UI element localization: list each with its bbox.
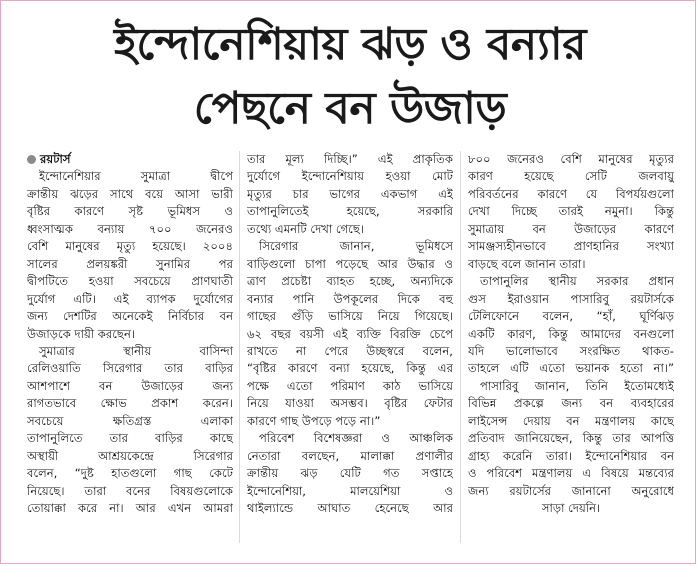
article-line: সামঞ্জস্যহীনভাবে প্রাণহানির সংখ্যা — [468, 239, 674, 254]
article-line: তার মূল্য দিচ্ছি।” এই প্রাকৃতিক — [247, 152, 453, 166]
article-line: গুস ইরাওয়ান পাসারিবু রয়টার্সকে — [468, 291, 674, 306]
article-line: নিয়ে যাওয়া অসম্ভব। বৃষ্টির ফেটার — [247, 396, 453, 411]
article-line: যদি ভালোভাবে সংরক্ষিত থাকত- — [468, 343, 674, 358]
article-line: গ্রাহ্য করেনি তারা। ইন্দোনেশিয়ার বন — [468, 448, 674, 463]
article-line: দ্বীপটিতে হওয়া সবচেয়ে প্রাণঘাতী — [27, 274, 233, 289]
article-line: বেশি মানুষের মৃত্যু হয়েছে। ২০০৪ — [27, 239, 233, 254]
article-line: সালের প্রলয়ঙ্করী সুনামির পর — [27, 256, 233, 271]
article-column-2 — [247, 151, 453, 518]
article-line: ও পরিবেশ মন্ত্রণালয় এ বিষয়ে মন্তব্যের — [468, 466, 674, 481]
article-line: তাপানুলিতেই হয়েছে, সরকারি — [247, 204, 453, 219]
article-line: ক্রান্তীয় ঝড় যেটি গত সপ্তাহে — [247, 466, 453, 481]
article-line: ৬২ বছর বয়সী এই ব্যক্তি বিরক্তি চেপে — [247, 326, 453, 341]
article-line: একটি কারণ, কিন্তু আমাদের বনগুলো — [468, 326, 674, 341]
headline-line-1: ইন্দোনেশিয়ায় ঝড় ও বন্যার — [114, 19, 586, 70]
article-line: বাড়ছে বলে জানান তারা। — [468, 256, 586, 271]
article-line: জন্য দেশটির অনেকেই নির্বিচার বন — [27, 309, 233, 324]
headline-line-2: পেছনে বন উজাড় — [193, 83, 507, 134]
column-divider — [460, 151, 461, 543]
article-line: জন্য রয়টার্সের জানানো অনুরোধে — [468, 483, 674, 498]
article-line: দুর্যোগে ইন্দোনেশিয়ায় হওয়া মোট — [247, 169, 453, 184]
article-line: রাখতে না পেরে উচ্ছস্বরে বলেন, — [247, 343, 453, 358]
article-line: দেখা দিচ্ছে তারই নমুনা। কিন্তু — [468, 204, 674, 219]
article-line: রাগতভাবে ক্ষোভ প্রকাশ করেন। — [27, 396, 233, 411]
article-line: পরিবর্তনের কারণে যে বিপর্যয়গুলো — [468, 186, 674, 201]
article-line: টেলিফোনে বলেন, “হাঁ, ঘূর্ণিঝড় — [468, 309, 674, 324]
article-line: সুমাত্রার স্থানীয় বাসিন্দা — [39, 343, 233, 358]
article-line: ধ্বংসাত্মক বন্যায় ৭০০ জনেরও — [27, 221, 233, 236]
article-line: ক্রান্তীয় ঝড়ের সাথে বয়ে আসা ভারী — [27, 186, 233, 201]
article-column-3 — [468, 151, 674, 518]
article-line: তথ্যে এমনটি দেখা গেছে। — [247, 221, 364, 236]
article-line: রেলিওয়াতি সিরেগার তার বাড়ির — [27, 361, 233, 376]
column-divider — [239, 151, 240, 543]
byline — [27, 151, 233, 168]
article-line: তাপানুলিতে তার বাড়ির কাছে — [27, 431, 233, 446]
article-line: কারণ হয়েছে সেটি জলবায়ু — [468, 169, 674, 184]
article-line: “বৃষ্টির কারণে বন্যা হয়েছে, কিন্তু এর — [247, 361, 453, 376]
article-line: বাড়িগুলো চাপা পড়েছে আর উদ্ধার ও — [247, 256, 453, 271]
article-line: পাসারিবু জানান, তিনি ইতোমধ্যেই — [480, 378, 674, 393]
article-line: তাপানুলির স্থানীয় সরকার প্রধান — [480, 274, 674, 289]
article-line: কারণে গাছ উপড়ে পড়ে না।” — [247, 413, 381, 428]
article-line: তাহলে এটি এতো ভয়ানক হতো না।” — [468, 361, 674, 376]
article-line: অস্থায়ী আশ্রয়কেন্দ্রে সিরেগার — [27, 448, 233, 463]
article-line: বলেন, “দুষ্ট হাতগুলো গাছ কেটে — [27, 466, 233, 481]
article-line: নেতারা বলছেন, মালাক্কা প্রণালীর — [247, 448, 453, 463]
article-line: সিরেগার জানান, ভূমিধসে — [259, 239, 453, 254]
article-line: ইন্দোনেশিয়ার সুমাত্রা দ্বীপে — [39, 169, 233, 184]
article-column-1 — [27, 151, 233, 518]
article-line: সাড়া দেয়নি। — [541, 501, 601, 516]
article-line: বিভিন্ন প্রকল্পে জন্য বন ব্যবহারের — [468, 396, 674, 411]
article-line: ত্রাণ প্রচেষ্টা ব্যাহত হচ্ছে, অন্যদিকে — [247, 274, 453, 289]
article-line: নিয়েছে। তারা বনের বিষয়গুলোকে — [27, 483, 233, 498]
article-line: দুর্যোগ এটি। এই ব্যাপক দুর্যোগের — [27, 291, 233, 306]
article-line: ৮০০ জনেরও বেশি মানুষের মৃত্যুর — [468, 152, 674, 166]
article-line: লাইসেন্স দেয়ায় বন মন্ত্রণালয় কাছে — [468, 413, 674, 428]
article-line: বৃষ্টির কারণে সৃষ্ট ভূমিধস ও — [27, 204, 233, 219]
article-line: ইন্দোনেশিয়া, মালয়েশিয়া ও — [247, 483, 453, 498]
bullet-icon — [27, 155, 36, 164]
article-line: প্রতিবাদ জানিয়েছেন, কিন্তু তার আপত্তি — [468, 431, 674, 446]
article-line: আশপাশে বন উজাড়ের জন্য — [27, 378, 233, 393]
article-line: থাইল্যান্ডে আঘাত হেনেছে আর — [247, 501, 453, 516]
article-line: উজাড়কে দায়ী করছেন। — [27, 326, 136, 341]
article-line: তোয়াক্কা করে না। আর এখন আমরা — [27, 501, 233, 516]
article-line: সবচেয়ে ক্ষতিগ্রস্ত এলাকা — [27, 413, 233, 428]
article-line: মৃত্যুর চার ভাগের একভাগ এই — [247, 186, 453, 201]
article-line: বন্যার পানি উপকূলের দিকে বহু — [247, 291, 453, 306]
byline-text: রয়টার্স — [40, 152, 71, 166]
article-line: পরিবেশ বিশেষজ্ঞরা ও আঞ্চলিক — [259, 431, 453, 446]
article-line: গাছের গুঁড়ি ভাসিয়ে নিয়ে গিয়েছে। — [247, 309, 453, 324]
article-line: পক্ষে এতো পরিমাণ কাঠ ভাসিয়ে — [247, 378, 453, 393]
article-line: সুমাত্রায় বন উজাড়ের কারণে — [468, 221, 674, 236]
